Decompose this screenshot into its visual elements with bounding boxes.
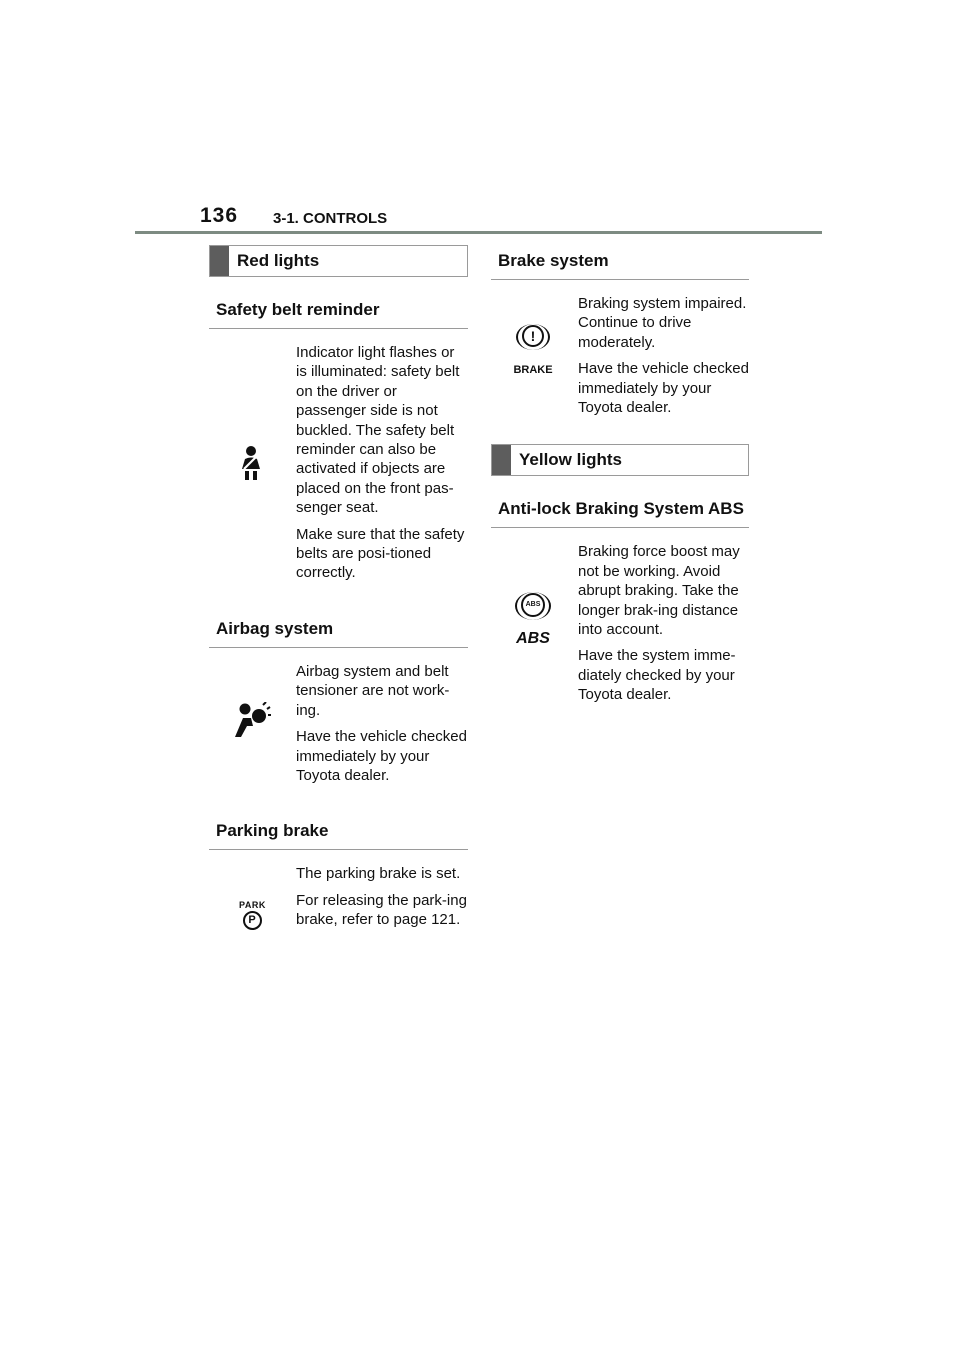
paragraph: The parking brake is set. <box>296 865 461 883</box>
park-label: PARK <box>239 900 266 911</box>
abs-circle: ABS <box>521 593 545 617</box>
right-column <box>491 245 749 712</box>
heading-accent <box>492 445 511 475</box>
abs-label: ABS <box>516 630 550 648</box>
abs-symbol <box>515 592 551 620</box>
paragraph: Have the system imme-diately checked by your Toyota dealer. <box>578 647 736 704</box>
safety-belt-text <box>296 343 468 590</box>
paragraph: Braking force boost may not be working. Avoid abrupt braking. Take the longer brak-ing distance into account. <box>578 543 740 639</box>
brake-symbol <box>516 324 550 350</box>
brake-label: BRAKE <box>513 364 553 376</box>
chapter-title: 3-1. CONTROLS <box>273 210 388 227</box>
page-number: 136 <box>200 204 239 227</box>
brake-warning-icon <box>513 324 553 376</box>
brake-system-heading: Brake system <box>491 245 749 280</box>
left-column <box>209 245 468 937</box>
brake-system-text <box>578 294 749 424</box>
paragraph: For releasing the park-ing brake, refer to page 121. <box>296 891 467 929</box>
paragraph: Braking system impaired. Continue to drive moderately. <box>578 295 747 351</box>
airbag-warning-icon <box>233 702 271 738</box>
seatbelt-warning-icon <box>239 445 263 481</box>
abs-heading: Anti-lock Braking System ABS <box>491 494 749 528</box>
abs-text <box>578 542 749 711</box>
parking-brake-heading: Parking brake <box>209 816 468 850</box>
parking-brake-entry <box>209 864 468 936</box>
safety-belt-entry <box>209 343 468 590</box>
exclamation-circle: ! <box>522 325 544 347</box>
paragraph: Make sure that the safety belts are posi-tioned correctly. <box>296 525 465 582</box>
airbag-text <box>296 662 468 792</box>
yellow-lights-heading <box>491 444 749 476</box>
yellow-lights-title: Yellow lights <box>519 450 622 470</box>
airbag-entry <box>209 662 468 792</box>
abs-entry <box>491 542 749 711</box>
safety-belt-heading: Safety belt reminder <box>209 295 468 329</box>
parking-brake-icon <box>239 900 265 930</box>
brake-system-entry <box>491 294 749 424</box>
abs-warning-icon <box>513 592 553 648</box>
park-circle: P <box>243 911 262 930</box>
icon-cell <box>491 294 578 424</box>
paragraph: Have the vehicle checked immediately by your Toyota dealer. <box>296 728 467 784</box>
header-rule <box>135 231 822 234</box>
paragraph: Have the vehicle checked immediately by your Toyota dealer. <box>578 360 749 417</box>
red-lights-heading <box>209 245 468 277</box>
icon-cell <box>209 343 296 590</box>
icon-cell <box>209 662 296 792</box>
paragraph: Airbag system and belt tensioner are not work-ing. <box>296 662 450 719</box>
icon-cell <box>209 864 296 936</box>
parking-brake-text <box>296 864 468 936</box>
icon-cell <box>491 542 578 711</box>
red-lights-title: Red lights <box>237 251 320 270</box>
heading-accent <box>210 246 229 276</box>
paragraph: Indicator light flashes or is illuminated: safety belt on the driver or passenger side is not buckled. The safety belt reminder can also be activated if objects are placed on the front pas-senger seat. <box>296 344 460 517</box>
airbag-heading: Airbag system <box>209 614 468 648</box>
